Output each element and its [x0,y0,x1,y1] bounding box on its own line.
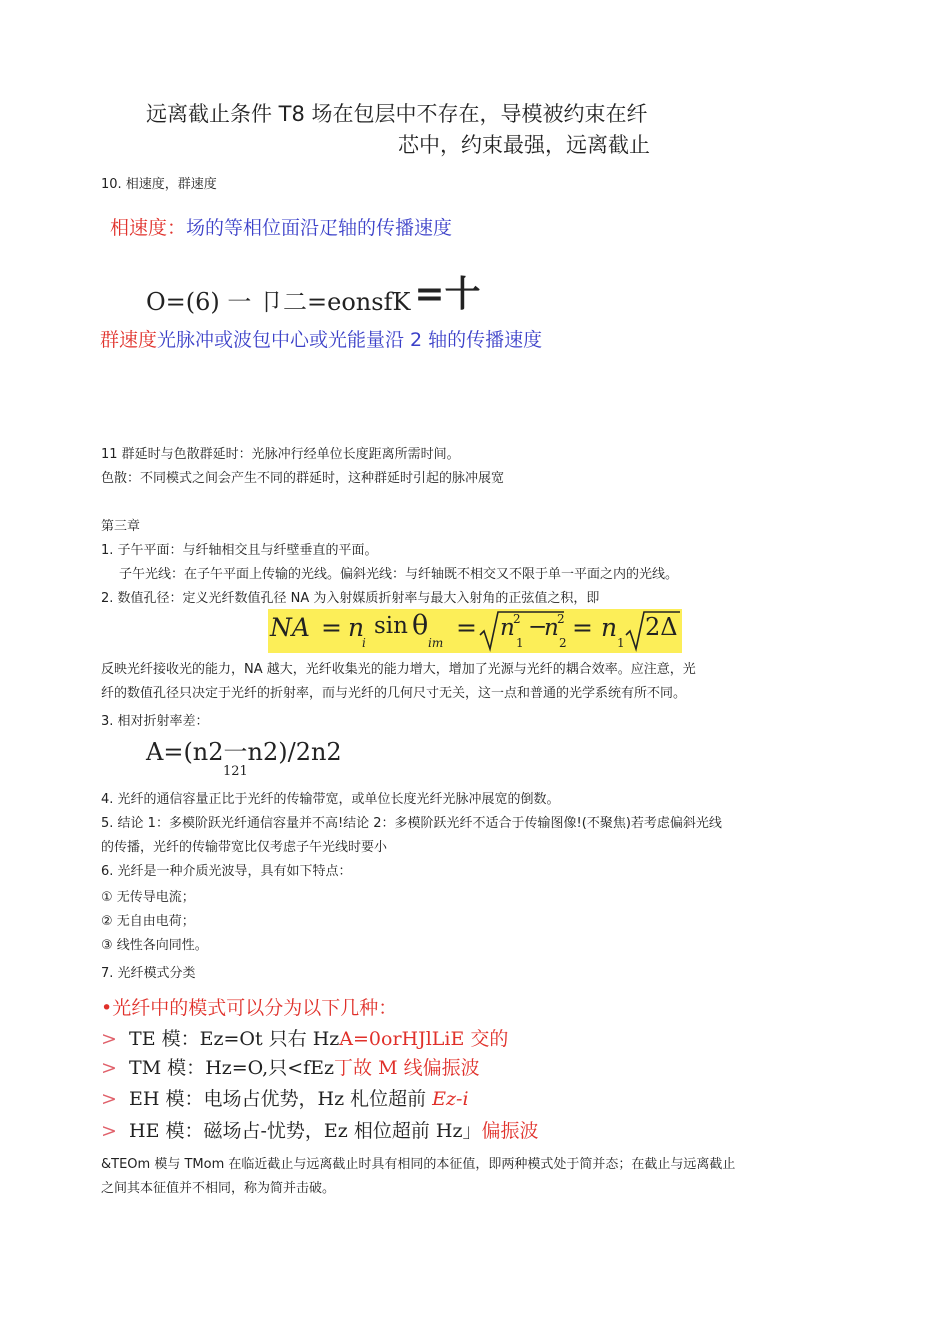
item-1-rays: 子午光线：在子午平面上传输的光线。偏斜光线：与纤轴既不相交又不限于单一平面之内的光线。 [119,567,679,582]
na-sub-2: 2 [559,636,567,650]
feature-1: ① 无传导电流； [101,890,195,905]
item-2-numerical-aperture: 2. 数值孔径：定义光纤数值孔径 NA 为入射媒质折射率与最大入射角的正弦值之积，即 [101,591,600,606]
item-4-capacity: 4. 光纤的通信容量正比于光纤的传输带宽，或单位长度光纤光脉冲展宽的倒数。 [101,792,560,807]
mode-accent: Ez-i [432,1088,469,1110]
na-radicand: 2Δ [645,613,678,641]
item-1-meridional-plane: 1. 子午平面：与纤轴相交且与纤壁垂直的平面。 [101,543,378,558]
na-eq-2: = [456,613,477,642]
mode-body: 电场占优势，Hz 札位超前 [203,1088,433,1110]
formula-garbled-text: O=(6) 一 卩二=eonsfK [146,288,411,316]
na-symbol: NA [270,613,310,642]
group-velocity-label: 群速度 [100,329,158,351]
section-10-heading: 10. 相速度，群速度 [101,177,217,192]
mode-accent: 丁故 M 线偏振波 [334,1057,480,1079]
phase-velocity-text: 场的等相位面沿疋轴的传播速度 [186,217,453,239]
mode-arrow: > [101,1088,117,1110]
item-5-conclusion-1: 5. 结论 1：多模阶跃光纤通信容量并不高!结论 2：多模阶跃光纤不适合于传输图像!(不聚焦)若考虑偏斜光线 [101,816,722,831]
continuation-line-2: 芯中，约束最强，远离截止 [398,133,650,157]
na-sub-im: im [428,636,444,650]
mode-name: TE 模： [129,1028,200,1050]
mode-arrow: > [101,1028,117,1050]
na-n1: n [500,615,515,641]
na-theta: θ [412,610,429,641]
na-pow-1: 2 [513,612,521,626]
phase-velocity-definition [110,213,452,240]
degeneracy-line-2: 之间其本征值并不相同，称为简并击破。 [101,1181,336,1196]
mode-tm [101,1053,480,1080]
delta-formula: A=(n2一n2)/2n2 [146,738,342,766]
mode-name: TM 模： [129,1057,206,1079]
group-velocity-definition [100,325,542,352]
na-pow-2: 2 [557,612,565,626]
na-formula [268,609,682,653]
na-eq-1: = [321,613,342,642]
continuation-line-1: 远离截止条件 T8 场在包层中不存在，导模被约束在纤 [146,102,648,126]
mode-body: 磁场占-忧势，Ez 相位超前 Hz」 [203,1120,482,1142]
mode-accent: A=0orHJlLiE 交的 [339,1028,509,1050]
delta-formula-subscripts: 121 [223,764,248,779]
na-sin: sin [374,613,408,639]
mode-accent: 偏振波 [481,1120,539,1142]
na-sub-i: i [362,636,366,650]
na-sub-3: 1 [617,636,625,650]
section-11-line-1: 11 群延时与色散群延时：光脉冲行经单位长度距离所需时间。 [101,447,460,462]
item-2-explanation-1: 反映光纤接收光的能力，NA 越大，光纤收集光的能力增大，增加了光源与光纤的耦合效率。应注意，光 [101,662,696,677]
phase-velocity-label: 相速度： [110,217,187,239]
na-n: n [348,613,365,642]
feature-3: ③ 线性各向同性。 [101,938,208,953]
na-eq-3: = [572,613,593,642]
na-n3: n [601,613,618,642]
feature-2: ② 无自由电荷； [101,914,195,929]
mode-te [101,1024,508,1051]
mode-eh [101,1084,469,1111]
group-velocity-text: 光脉冲或波包中心或光能量沿 2 轴的传播速度 [157,329,543,351]
mode-arrow: > [101,1057,117,1079]
chapter-3-title: 第三章 [101,519,141,534]
na-minus: − [528,614,548,640]
mode-he [101,1116,538,1143]
formula-tail: =十 [414,273,481,315]
degeneracy-line-1: &TEOm 模与 TMom 在临近截止与远离截止时具有相同的本征值，即两种模式处于简并态；在截止与远离截止 [101,1157,736,1172]
item-3-relative-index: 3. 相对折射率差： [101,714,209,729]
mode-name: HE 模： [129,1120,204,1142]
mode-body: Hz=O,只<fEz [205,1057,335,1079]
item-6-waveguide: 6. 光纤是一种介质光波导，具有如下特点： [101,864,352,879]
item-7-mode-classification: 7. 光纤模式分类 [101,966,196,981]
item-5-conclusion-2: 的传播，光纤的传输带宽比仅考虑子午光线时要小 [101,840,388,855]
na-n2: n [544,615,559,641]
mode-body: Ez=Ot 只右 Hz [199,1028,340,1050]
section-11-line-2: 色散：不同模式之间会产生不同的群延时，这种群延时引起的脉冲展宽 [101,471,505,486]
mode-arrow: > [101,1120,117,1142]
item-2-explanation-2: 纤的数值孔径只决定于光纤的折射率，而与光纤的几何尺寸无关，这一点和普通的光学系统有所不同。 [101,686,687,701]
mode-name: EH 模： [129,1088,204,1110]
phase-velocity-formula [146,270,481,321]
modes-title: •光纤中的模式可以分为以下几种： [101,997,398,1019]
na-sub-1: 1 [516,636,524,650]
